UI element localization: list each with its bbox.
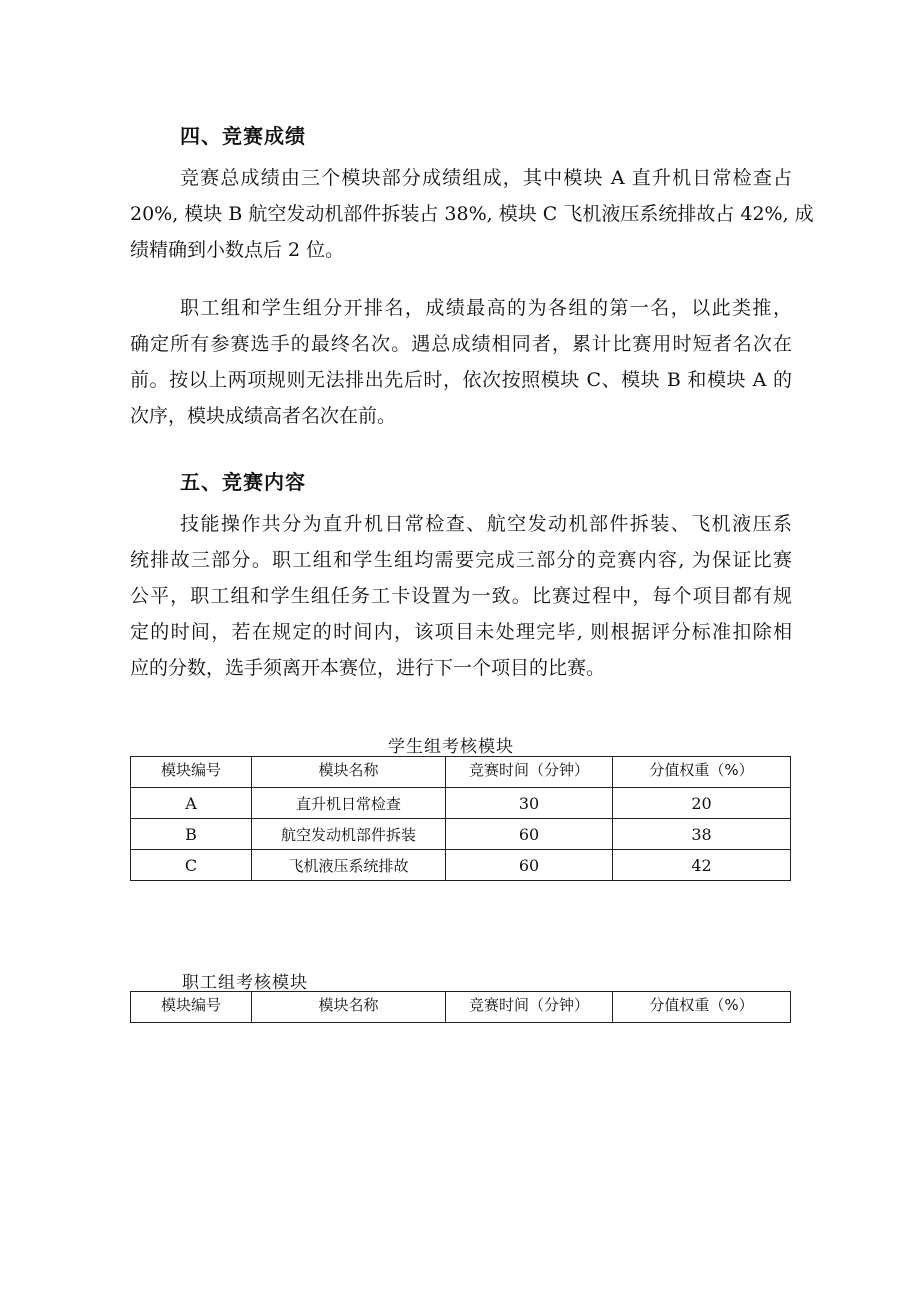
header-duration: 竞赛时间（分钟） <box>446 992 613 1023</box>
student-module-table <box>130 756 791 881</box>
table-header-row <box>131 992 791 1023</box>
table-header-row <box>131 757 791 788</box>
cell-duration: 30 <box>446 788 613 819</box>
text-line: 前。按以上两项规则无法排出先后时，依次按照模块 C、模块 B 和模块 A 的 <box>130 369 792 391</box>
text-line: 统排故三部分。职工组和学生组均需要完成三部分的竞赛内容, 为保证比赛 <box>130 549 792 571</box>
cell-module-name: 航空发动机部件拆装 <box>252 819 446 850</box>
header-module-id: 模块编号 <box>131 757 252 788</box>
cell-module-id: A <box>131 788 252 819</box>
cell-module-id: C <box>131 850 252 881</box>
cell-weight: 42 <box>613 850 791 881</box>
section-heading-results: 四、竞赛成绩 <box>180 124 306 148</box>
cell-duration: 60 <box>446 819 613 850</box>
section-heading-content: 五、竞赛内容 <box>180 470 306 494</box>
header-module-id: 模块编号 <box>131 992 252 1023</box>
text-line: 确定所有参赛选手的最终名次。遇总成绩相同者，累计比赛用时短者名次在 <box>130 333 792 355</box>
header-module-name: 模块名称 <box>252 757 446 788</box>
cell-weight: 38 <box>613 819 791 850</box>
header-module-name: 模块名称 <box>252 992 446 1023</box>
text-line: 应的分数，选手须离开本赛位，进行下一个项目的比赛。 <box>130 657 606 679</box>
text-line: 竞赛总成绩由三个模块部分成绩组成，其中模块 A 直升机日常检查占 <box>180 167 792 189</box>
header-weight: 分值权重（%） <box>613 992 791 1023</box>
text-line: 公平，职工组和学生组任务工卡设置为一致。比赛过程中，每个项目都有规 <box>130 585 792 607</box>
student-table-caption: 学生组考核模块 <box>388 737 514 757</box>
paragraph-score-composition <box>130 160 814 268</box>
cell-weight: 20 <box>613 788 791 819</box>
cell-module-id: B <box>131 819 252 850</box>
cell-duration: 60 <box>446 850 613 881</box>
text-line: 绩精确到小数点后 2 位。 <box>130 239 345 261</box>
table-row <box>131 788 791 819</box>
text-line: 20%, 模块 B 航空发动机部件拆装占 38%, 模块 C 飞机液压系统排故占 42%, 成 <box>130 203 814 225</box>
cell-module-name: 直升机日常检查 <box>252 788 446 819</box>
header-weight: 分值权重（%） <box>613 757 791 788</box>
paragraph-ranking-rules <box>130 290 792 434</box>
staff-module-table <box>130 991 791 1023</box>
table-row <box>131 819 791 850</box>
paragraph-competition-content <box>130 506 792 686</box>
text-line: 职工组和学生组分开排名，成绩最高的为各组的第一名，以此类推， <box>180 297 792 319</box>
text-line: 定的时间，若在规定的时间内，该项目未处理完毕, 则根据评分标准扣除相 <box>130 621 792 643</box>
table-row <box>131 850 791 881</box>
cell-module-name: 飞机液压系统排故 <box>252 850 446 881</box>
text-line: 技能操作共分为直升机日常检查、航空发动机部件拆装、飞机液压系 <box>180 513 792 535</box>
staff-table-caption: 职工组考核模块 <box>182 973 308 993</box>
text-line: 次序，模块成绩高者名次在前。 <box>130 405 397 427</box>
header-duration: 竞赛时间（分钟） <box>446 757 613 788</box>
